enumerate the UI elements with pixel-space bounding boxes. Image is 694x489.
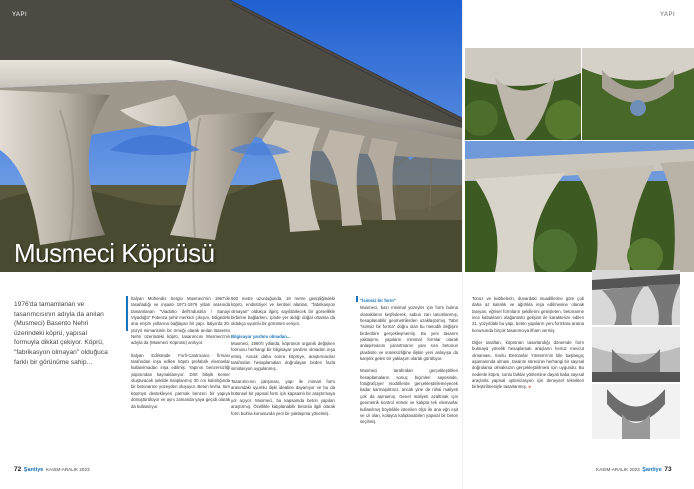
- footer-left: [14, 466, 90, 473]
- section-tag-right: YAPI: [660, 12, 676, 18]
- photo-underside-a: [465, 48, 581, 140]
- text-column-3: [356, 296, 458, 432]
- paragraph: 560 metre uzunluğunda, 16 metre genişliğindeki köprü, endüstriyel ve kentsel alanları, "fabrikasyon olmayan" oldukça ilginç sayılabilecek bir görsellikle birbirine bağlarken, içinde yer aldığı doğal ortamla da oldukça uyumlu bir görünüm veriyor.: [231, 296, 335, 327]
- section-tag: YAPI: [12, 12, 28, 18]
- paragraph: [472, 340, 584, 391]
- paragraph: Tasarımcının çalışması, yapı ile mimari form arasındaki uyumlu ilişki idealine dayanıyor ve bu da bütünsel bir yapısal form için kapsamlı bir araştırmaya yol açıyor. Musmeci, bu kapsamda beton yapıları araştırmış. Özellikle kalıplanabilir betonla ilgili olarak form bulma konusunda yeni bir yaklaşıma yönelmiş.: [231, 378, 335, 416]
- brand-logo: Şantiye: [642, 467, 662, 473]
- issue-date: KASIM-ARALIK 2023: [45, 467, 90, 472]
- bridge-illustration: [0, 0, 462, 272]
- article-title: Musmeci Köprüsü: [14, 238, 215, 268]
- hero-photo-bridge: [0, 0, 462, 272]
- paragraph: Tonoz ve kubbelerin, duvardaki muadillerine göre çok daha az kalınlık ve ağırlıkla inşa edilmesine olanak tanıyan, eğrisel formların şekillerini genişleten, betonarme ince kabukların olağanüstü gelişimi ile karakterize edilen 21. yüzyıldaki bu yapı, beton yapıların yeni formlara arama konusunda birçok tasarımcıya ilham vermiş.: [472, 296, 584, 333]
- subheading: "İsimsiz bir form": [360, 298, 396, 303]
- paragraph: Musmeci, 1960'lı yıllarda, köprünün organik değişken formunu herhangi bir bilgisayar yardımı olmadan inşa etmiş. Ancak daha sonra köprüye, araştırmacılar tarafından hesaplamaları doğrulayan birden fazla simülasyon uygulanmış.: [231, 341, 335, 372]
- issue-date: KASIM-ARALIK 2023: [596, 467, 640, 472]
- paragraph: Musmeci, bazı minimal yüzeyler için form bulma olanaklarını keşfederek, sabun zarı tanımlanmış, hesaplanabilir geometrilerden uzaklaştırmış. Tabir "isimsiz bir forma" doğru olan bu metodik değişim birdenbire gerçekleşmemiş. Bu yeni tasarım yaklaşımı, yapıların minimal formlar olarak anlaşılmasını yansıtmanın yanı sıra betonun plastisite ve süreksizliğine ilişkin yeni anlayışa da karşılık gelen bir yaklaşım olarak görülüyor.: [360, 305, 458, 362]
- photo-bridge-side: [465, 141, 694, 272]
- text-column-1: [126, 296, 230, 416]
- page-number-left: 72: [14, 466, 22, 473]
- paragraph: İtalyan Edilstrade Forlì-Castrocaro firması tarafından inşa edilen köprü prefabrik elemanlar kullanılmadan inşa edilmiş. Yapının benzersizliği yapısından kaynaklanıyor: Dört bitişik kemer oluşturacak şekilde kalıplanmış 30 cm kalınlığında bir betonarme yüzeyden oluşuyor. Beton levha, tüm köprüyü destekleyen parmak benzeri bir yapıya dönüştürülüyor ve aynı zamanda yaya geçidi olarak da kullanılıyor.: [131, 352, 230, 409]
- footer-right: [596, 466, 672, 473]
- paragraph: İtalyan Mühendis Sergio Musmeci'nin 1967'de tasarladığı ve inşaatı 1971-1976 yılları arasında tamamlanan "Viadotto dell'Industria / Sanayi Viyadüğü" Potenza şehir merkezi çıkışını, bölgedeki ana erişim yollarına bağlayan bir yapı. İtalya'da 20. yüzyıl mimarisinin bir örneği olarak anılan Basento Nehri üzerindeki köprü, tasarımcısı Musmeci'nin adıyla da (Musmeci Köprüsü) anılıyor.: [131, 296, 230, 346]
- paragraph: Musmeci tarafından gerçekleştirilen hesaplamaların sonuç biçimleri sayesinde, fotoğrafçıyer modüllerde gerçekleştirilemeyecek kadar karmaşıktınız, ancak yine de nihai maliyeti çok da aşmamış. Genel maliyeti azaltmak için geometrik kontrol etmek ve kalıpta tek elemanlar kullanılmış böylelikle istenilen ölçü ile ana eğri eşit ve ızi olan, kolayca kalıplanabilen yapısal bir beton seçilmiş.: [360, 368, 458, 425]
- text-column-2: [231, 296, 335, 423]
- photo-bw-2: [592, 327, 680, 382]
- article-lede: 1976'da tamamlanan ve tasarımcısının adıyla da anılan (Musmeci) Basento Nehri üzerindeki köprü, yapısal formuyla dikkat çekiyor. Köprü, "fabrikasyon olmayan" olduğuca farklı bir görünüme sahip...: [14, 301, 108, 366]
- end-mark-icon: ◂: [528, 384, 531, 390]
- page-number-right: 73: [664, 466, 672, 473]
- paragraph-text: Diğer taraftan, köprünün tasarlandığı dönemde form bulmaya yönelik hesaplamalı araçların henüz mevcut olmaması, Sonlu Elemanlar Yöntemi'nin bile başlangıç aşamasında olması, tasarım sürecinin herhangi bir sayısal doğrulama olmaksızın gerçekleştirilmesi için uygundu. Bu nedenle köprü, sonlu farklar yöntemine dayalı kaba sayısal araçlarla yapısal optimizasyon için deneysel teknikleri birleştirilmesiyle tasarlanmış.: [472, 340, 584, 390]
- right-page-header: [465, 0, 694, 48]
- page-spine: [462, 0, 463, 489]
- text-column-4: [472, 296, 584, 397]
- photo-bw-3: [592, 384, 680, 439]
- photo-underside-b: [582, 48, 694, 140]
- photo-bw-1: [592, 270, 680, 325]
- subheading: Bilgisayar yardımı olmadan...: [231, 333, 291, 339]
- brand-logo: Şantiye: [23, 467, 44, 473]
